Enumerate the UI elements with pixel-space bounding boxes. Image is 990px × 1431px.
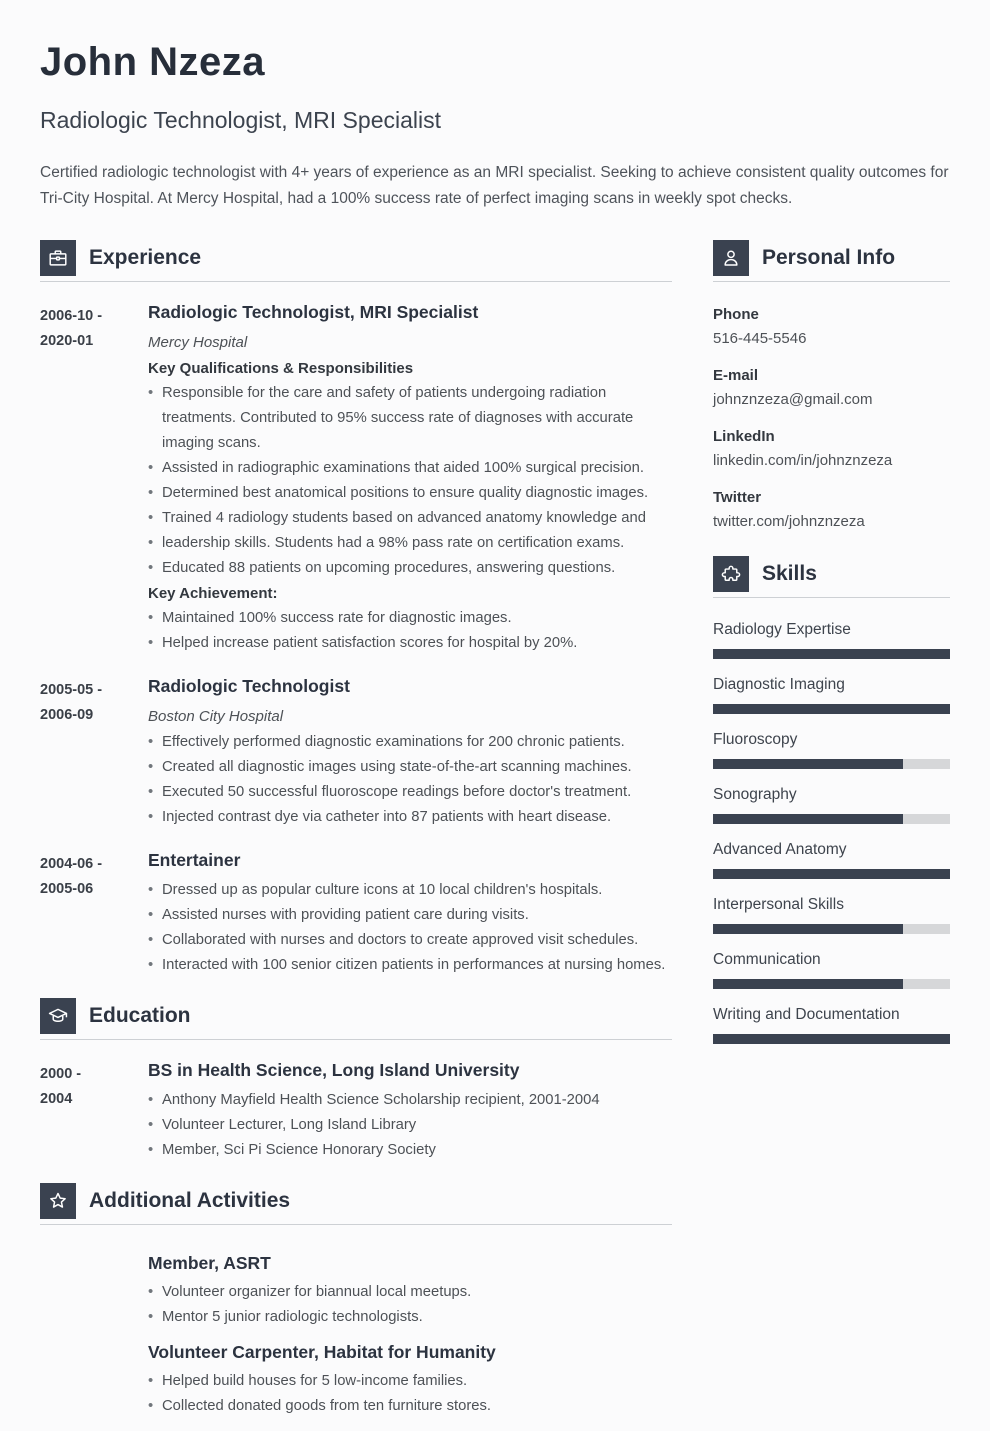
bullet-dot: • — [148, 957, 154, 973]
education-entry — [40, 1060, 672, 1163]
degree-title: BS in Health Science, Long Island University — [148, 1060, 520, 1080]
info-label: Phone — [713, 306, 759, 323]
activities-section-header — [40, 1183, 672, 1225]
bullet-dot: • — [148, 535, 154, 551]
star-icon — [40, 1183, 76, 1219]
job-entry — [40, 676, 672, 830]
info-item-twitter — [713, 486, 950, 534]
skill-bar-fill — [713, 814, 903, 824]
achievement-heading: Key Achievement: — [148, 585, 278, 602]
qualifications-heading: Key Qualifications & Responsibilities — [148, 360, 414, 377]
skill-name: Interpersonal Skills — [713, 896, 844, 913]
personal-info-title: Personal Info — [762, 246, 896, 269]
skill-item — [713, 951, 950, 989]
candidate-name: John Nzeza — [40, 40, 266, 84]
date-to: 2004 — [40, 1091, 73, 1107]
skill-bar-fill — [713, 924, 903, 934]
job-dates — [40, 676, 148, 830]
job-company: Boston City Hospital — [148, 708, 284, 725]
job-details — [148, 302, 672, 656]
education-dates — [40, 1060, 148, 1163]
bullet-item: • Maintained 100% success rate for diagnostic images. — [148, 606, 672, 631]
bullet-item: • Helped build houses for 5 low-income families. — [148, 1369, 672, 1394]
bullet-item: • Educated 88 patients on upcoming procedures, answering questions. — [148, 556, 672, 581]
activity-heading: Volunteer Carpenter, Habitat for Humanity — [148, 1342, 496, 1362]
skill-bar-fill — [713, 869, 950, 879]
bullet-item: • Assisted nurses with providing patient care during visits. — [148, 903, 672, 928]
skill-bar — [713, 979, 950, 989]
skill-bar — [713, 704, 950, 714]
bullet-item: • Injected contrast dye via catheter into 87 patients with heart disease. — [148, 805, 672, 830]
bullet-dot: • — [148, 1373, 154, 1389]
bullet-dot: • — [148, 759, 154, 775]
skill-bar-fill — [713, 979, 903, 989]
content-columns — [40, 240, 950, 1431]
bullet-item: • Collected donated goods from ten furniture stores. — [148, 1394, 672, 1419]
bullet-item: • Trained 4 radiology students based on advanced anatomy knowledge and — [148, 506, 672, 531]
date-from: 2004-06 - — [40, 856, 103, 872]
bullet-dot: • — [148, 784, 154, 800]
education-details — [148, 1060, 672, 1163]
skills-title: Skills — [762, 562, 817, 585]
skills-list — [713, 598, 950, 1044]
info-item-email — [713, 364, 950, 412]
bullet-item: • Volunteer Lecturer, Long Island Library — [148, 1113, 672, 1138]
skill-bar — [713, 869, 950, 879]
bullet-dot: • — [148, 610, 154, 626]
bullet-dot: • — [148, 882, 154, 898]
person-icon — [713, 240, 749, 276]
bullet-item: • Anthony Mayfield Health Science Scholarship recipient, 2001-2004 — [148, 1088, 672, 1113]
skill-bar — [713, 1034, 950, 1044]
skill-name: Radiology Expertise — [713, 621, 851, 638]
bullet-item: • Determined best anatomical positions to ensure quality diagnostic images. — [148, 481, 672, 506]
skill-item — [713, 841, 950, 879]
bullet-dot: • — [148, 1117, 154, 1133]
info-label: E-mail — [713, 367, 759, 384]
skills-header — [713, 556, 950, 598]
activity-entry — [148, 1342, 672, 1419]
skill-item — [713, 896, 950, 934]
bullet-item: • Member, Sci Pi Science Honorary Society — [148, 1138, 672, 1163]
bullet-dot: • — [148, 635, 154, 651]
sidebar-column — [713, 240, 950, 1431]
skill-bar-fill — [713, 759, 903, 769]
bullet-dot: • — [148, 809, 154, 825]
skill-name: Writing and Documentation — [713, 1006, 900, 1023]
bullet-dot: • — [148, 734, 154, 750]
info-label: Twitter — [713, 489, 762, 506]
info-item-linkedin — [713, 425, 950, 473]
job-entry — [40, 850, 672, 978]
education-entries — [40, 1040, 672, 1163]
job-dates — [40, 850, 148, 978]
info-value: twitter.com/johnznzeza — [713, 513, 865, 530]
skill-bar — [713, 759, 950, 769]
skill-name: Sonography — [713, 786, 797, 803]
summary-paragraph: Certified radiologic technologist with 4+ years of experience as an MRI specialist. Seeking to achieve consistent quality outcomes for Tri-City Hospital. At Mercy Hospital, had a 100% success rate of perfect imaging scans in weekly spot checks. — [40, 164, 949, 207]
bullet-dot: • — [148, 1398, 154, 1414]
skills-section — [713, 556, 950, 1044]
candidate-title: Radiologic Technologist, MRI Specialist — [40, 107, 441, 133]
date-from: 2006-10 - — [40, 308, 103, 324]
bullet-item: • Interacted with 100 senior citizen patients in performances at nursing homes. — [148, 953, 672, 978]
skill-bar — [713, 924, 950, 934]
job-title: Radiologic Technologist, MRI Specialist — [148, 302, 479, 322]
date-from: 2005-05 - — [40, 682, 103, 698]
bullet-dot: • — [148, 485, 154, 501]
bullet-item: • Responsible for the care and safety of patients undergoing radiation treatments. Contributed to 95% success rate of diagnoses with accurate imaging scans. — [148, 381, 672, 456]
info-value: 516-445-5546 — [713, 330, 807, 347]
bullet-item: • Mentor 5 junior radiologic technologists. — [148, 1305, 672, 1330]
education-section-header — [40, 998, 672, 1040]
bullet-dot: • — [148, 560, 154, 576]
experience-section-title: Experience — [89, 246, 202, 269]
bullet-item: • Helped increase patient satisfaction scores for hospital by 20%. — [148, 631, 672, 656]
bullet-dot: • — [148, 1142, 154, 1158]
main-column — [40, 240, 672, 1431]
experience-section-header — [40, 240, 672, 282]
skill-name: Communication — [713, 951, 821, 968]
activities-section-title: Additional Activities — [89, 1189, 291, 1212]
bullet-dot: • — [148, 510, 154, 526]
info-label: LinkedIn — [713, 428, 775, 445]
bullet-dot: • — [148, 932, 154, 948]
info-item-phone — [713, 303, 950, 351]
skill-name: Diagnostic Imaging — [713, 676, 845, 693]
bullet-item: • Assisted in radiographic examinations that aided 100% surgical precision. — [148, 456, 672, 481]
skill-bar — [713, 649, 950, 659]
skill-item — [713, 1006, 950, 1044]
skill-item — [713, 786, 950, 824]
skill-item — [713, 676, 950, 714]
personal-info-list — [713, 282, 950, 534]
activities-entries — [40, 1225, 672, 1419]
personal-info-section — [713, 240, 950, 534]
skill-item — [713, 731, 950, 769]
info-value: johnznzeza@gmail.com — [713, 391, 873, 408]
job-dates — [40, 302, 148, 656]
briefcase-icon — [40, 240, 76, 276]
bullet-item: • Created all diagnostic images using state-of-the-art scanning machines. — [148, 755, 672, 780]
skill-bar-fill — [713, 704, 950, 714]
job-details — [148, 676, 672, 830]
bullet-dot: • — [148, 1309, 154, 1325]
job-details — [148, 850, 672, 978]
bullet-item: • Dressed up as popular culture icons at 10 local children's hospitals. — [148, 878, 672, 903]
bullet-dot: • — [148, 1092, 154, 1108]
date-to: 2005-06 — [40, 881, 94, 897]
bullet-dot: • — [148, 460, 154, 476]
bullet-item: • leadership skills. Students had a 98% pass rate on certification exams. — [148, 531, 672, 556]
personal-info-header — [713, 240, 950, 282]
job-company: Mercy Hospital — [148, 334, 248, 351]
skill-bar — [713, 814, 950, 824]
activity-entry — [148, 1253, 672, 1330]
bullet-item: • Effectively performed diagnostic examinations for 200 chronic patients. — [148, 730, 672, 755]
info-value: linkedin.com/in/johnznzeza — [713, 452, 893, 469]
bullet-dot: • — [148, 385, 154, 401]
skill-name: Fluoroscopy — [713, 731, 798, 748]
experience-entries — [40, 282, 672, 978]
date-from: 2000 - — [40, 1066, 82, 1082]
date-to: 2020-01 — [40, 333, 94, 349]
bullet-dot: • — [148, 1284, 154, 1300]
activity-heading: Member, ASRT — [148, 1253, 271, 1273]
skill-bar-fill — [713, 649, 950, 659]
education-section-title: Education — [89, 1004, 191, 1027]
puzzle-icon — [713, 556, 749, 592]
date-to: 2006-09 — [40, 707, 94, 723]
skill-name: Advanced Anatomy — [713, 841, 847, 858]
job-title: Entertainer — [148, 850, 241, 870]
graduation-cap-icon — [40, 998, 76, 1034]
job-title: Radiologic Technologist — [148, 676, 350, 696]
job-entry — [40, 302, 672, 656]
bullet-item: • Collaborated with nurses and doctors to create approved visit schedules. — [148, 928, 672, 953]
bullet-item: • Executed 50 successful fluoroscope readings before doctor's treatment. — [148, 780, 672, 805]
bullet-item: • Volunteer organizer for biannual local meetups. — [148, 1280, 672, 1305]
bullet-dot: • — [148, 907, 154, 923]
skill-bar-fill — [713, 1034, 950, 1044]
skill-item — [713, 621, 950, 659]
